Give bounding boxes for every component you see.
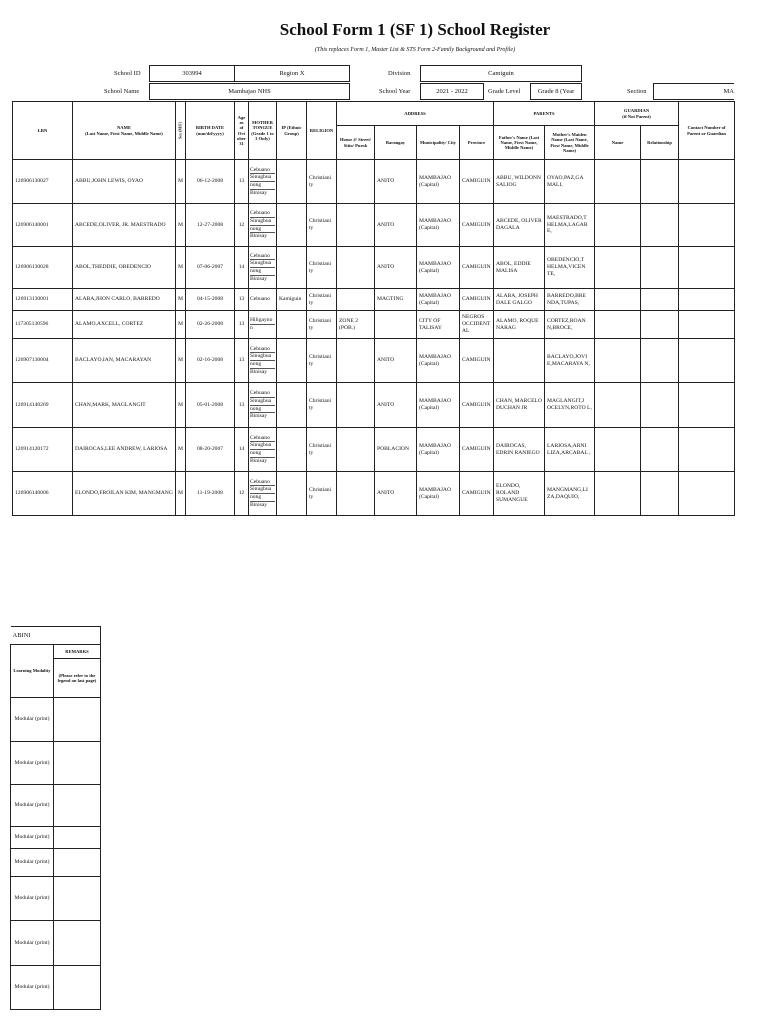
- modality-row: [11, 742, 101, 785]
- mother-tongue-line: Binisay: [250, 275, 268, 282]
- student-mother: MANGMANG,LI ZA,DAQUIO,: [545, 472, 595, 516]
- student-barangay: ANITO: [375, 204, 417, 247]
- mother-tongue-line: Sinugbua: [250, 353, 275, 361]
- remarks-value: [54, 742, 101, 785]
- col-parents: PARENTS: [494, 102, 595, 126]
- student-name: DAIROCAS,LEE ANDREW, LARIOSA: [73, 428, 176, 472]
- mother-tongue-line: Binisay: [250, 501, 268, 508]
- learning-modality-value: Modular (print): [11, 849, 54, 877]
- mother-tongue-line: Binisay: [250, 233, 268, 240]
- student-row: [13, 204, 735, 247]
- student-father: ABBU, WILDONN SALIOG: [494, 160, 545, 204]
- student-mother: OBEDENCIO,T HELMA,VICEN TE,: [545, 247, 595, 289]
- modality-row: [11, 966, 101, 1010]
- student-municipality: MAMBAJAO (Capital): [417, 204, 460, 247]
- student-barangay: [375, 311, 417, 339]
- student-municipality: MAMBAJAO (Capital): [417, 160, 460, 204]
- student-birth-date: 12-27-2008: [186, 204, 235, 247]
- student-name: ALAMO,AXCELL, CORTEZ: [73, 311, 176, 339]
- division-label: Division: [388, 70, 411, 77]
- student-relationship: [641, 289, 679, 311]
- student-name: ABCEDE,OLIVER, JR. MAESTRADO: [73, 204, 176, 247]
- student-birth-date: 06-12-2008: [186, 160, 235, 204]
- student-age: 13: [235, 160, 249, 204]
- student-birth-date: 11-19-2008: [186, 472, 235, 516]
- student-province: CAMIGUIN: [460, 339, 494, 383]
- student-age: 13: [235, 311, 249, 339]
- student-birth-date: 02-26-2008: [186, 311, 235, 339]
- student-name: ABOL,THEDDIE, OBEDENCIO: [73, 247, 176, 289]
- learning-modality-value: Modular (print): [11, 877, 54, 921]
- col-address: ADDRESS: [337, 102, 494, 126]
- student-birth-date: 08-20-2007: [186, 428, 235, 472]
- mother-tongue-line: Sinugbua: [250, 218, 275, 226]
- mother-tongue-line: Binisay: [250, 457, 268, 464]
- mother-tongue-line: Binisay: [250, 413, 268, 420]
- student-lrn: 126914120172: [13, 428, 73, 472]
- remarks-value: [54, 698, 101, 742]
- remarks-value: [54, 849, 101, 877]
- remarks-value: [54, 877, 101, 921]
- student-row: [13, 289, 735, 311]
- student-religion: Christiani ty: [307, 160, 337, 204]
- student-mother-tongue: [249, 472, 277, 516]
- student-mother-tongue: [249, 160, 277, 204]
- student-contact: [679, 383, 735, 428]
- student-name: ALABA,JHON CARLO, BARREDO: [73, 289, 176, 311]
- student-mother: LARIOSA,ARNI LIZA,ARCABAL ,: [545, 428, 595, 472]
- student-row: [13, 247, 735, 289]
- student-ip: [277, 472, 307, 516]
- student-relationship: [641, 247, 679, 289]
- mother-tongue-line: nong: [250, 226, 275, 234]
- student-father: ALAMO, ROQUE NARAG: [494, 311, 545, 339]
- student-guardian-name: [595, 428, 641, 472]
- student-province: CAMIGUIN: [460, 428, 494, 472]
- student-row: [13, 339, 735, 383]
- student-father: ABOL, EDDIE MALISA: [494, 247, 545, 289]
- grade-level-label: Grade Level: [488, 88, 521, 95]
- col-name: NAME (Last Name, First Name, Middle Name): [73, 102, 176, 160]
- mother-tongue-line: Hiligayno: [250, 317, 275, 325]
- col-relationship: Relationship: [641, 126, 679, 160]
- school-name-label: School Name: [104, 88, 140, 95]
- modality-row: [11, 877, 101, 921]
- student-lrn: 126907130004: [13, 339, 73, 383]
- col-mother-tongue: MOTHER TONGUE (Grade 1 to 3 Only): [249, 102, 277, 160]
- student-contact: [679, 204, 735, 247]
- student-barangay: MAGTING: [375, 289, 417, 311]
- col-sex: Sex (M/F): [176, 102, 186, 160]
- student-birth-date: 04-15-2008: [186, 289, 235, 311]
- student-guardian-name: [595, 383, 641, 428]
- student-father: ELONDO, ROLAND SUMANGUE: [494, 472, 545, 516]
- student-barangay: ANITO: [375, 160, 417, 204]
- student-house: [337, 289, 375, 311]
- student-mother: OYAO,PAZ,GA MALI,: [545, 160, 595, 204]
- student-house: [337, 204, 375, 247]
- student-mother-tongue: [249, 339, 277, 383]
- mother-tongue-line: Sinugbua: [250, 486, 275, 494]
- student-province: CAMIGUIN: [460, 472, 494, 516]
- student-father: DAIROCAS, EDRIN RANIEGO: [494, 428, 545, 472]
- mother-tongue-line: nong: [250, 406, 275, 414]
- student-mother-tongue: [249, 289, 277, 311]
- form-title: School Form 1 (SF 1) School Register: [279, 20, 551, 39]
- remarks-value: [54, 966, 101, 1010]
- student-age: 12: [235, 472, 249, 516]
- student-sex: M: [176, 160, 186, 204]
- mother-tongue-line: Cebuano: [250, 210, 275, 218]
- student-lrn: 126913130001: [13, 289, 73, 311]
- student-guardian-name: [595, 339, 641, 383]
- student-guardian-name: [595, 160, 641, 204]
- modality-table: [10, 626, 101, 1010]
- student-age: 14: [235, 428, 249, 472]
- student-lrn: 126906140001: [13, 204, 73, 247]
- form-subtitle: (This replaces Form 1, Master List & STS Form 2-Family Background and Profile): [314, 47, 516, 53]
- student-sex: M: [176, 383, 186, 428]
- mother-tongue-line: n: [250, 325, 253, 331]
- student-contact: [679, 311, 735, 339]
- student-name: ABBU,JOHN LEWIS, OYAO: [73, 160, 176, 204]
- student-relationship: [641, 383, 679, 428]
- student-ip: Kamiguin: [277, 289, 307, 311]
- learning-modality-value: Modular (print): [11, 966, 54, 1010]
- student-ip: [277, 383, 307, 428]
- mother-tongue-line: Binisay: [250, 368, 268, 375]
- remarks-note: (Please refer to the legend on last page): [54, 659, 101, 698]
- student-house: [337, 339, 375, 383]
- learning-modality-value: Modular (print): [11, 785, 54, 827]
- student-religion: Christiani ty: [307, 472, 337, 516]
- mother-tongue-line: Cebuano: [250, 167, 275, 175]
- learning-modality-value: Modular (print): [11, 742, 54, 785]
- student-contact: [679, 289, 735, 311]
- student-province: CAMIGUIN: [460, 383, 494, 428]
- student-religion: Christiani ty: [307, 311, 337, 339]
- student-sex: M: [176, 472, 186, 516]
- student-row: [13, 472, 735, 516]
- student-lrn: 126914140269: [13, 383, 73, 428]
- student-birth-date: 05-01-2008: [186, 383, 235, 428]
- student-row: [13, 160, 735, 204]
- student-birth-date: 07-06-2007: [186, 247, 235, 289]
- student-house: [337, 247, 375, 289]
- student-age: 14: [235, 247, 249, 289]
- student-religion: Christiani ty: [307, 339, 337, 383]
- student-mother-tongue: [249, 383, 277, 428]
- learning-modality-value: Modular (print): [11, 827, 54, 849]
- student-row: [13, 428, 735, 472]
- student-house: ZONE 2 (POB.): [337, 311, 375, 339]
- region-field: Region X: [235, 65, 350, 82]
- mother-tongue-line: Binisay: [250, 189, 268, 196]
- student-mother: CORTEZ,ROAN N,BROCE,: [545, 311, 595, 339]
- col-guardian: GUARDIAN (if Not Parent): [595, 102, 679, 126]
- student-religion: Christiani ty: [307, 204, 337, 247]
- mother-tongue-line: Cebuano: [250, 253, 275, 261]
- school-year-label: School Year: [379, 88, 411, 95]
- remarks-value: [54, 827, 101, 849]
- student-ip: [277, 247, 307, 289]
- col-age: Age as of October 31: [235, 102, 249, 160]
- student-contact: [679, 339, 735, 383]
- student-age: 13: [235, 289, 249, 311]
- student-lrn: 117305130596: [13, 311, 73, 339]
- student-relationship: [641, 428, 679, 472]
- school-id-label: School ID: [114, 70, 141, 77]
- student-sex: M: [176, 247, 186, 289]
- student-sex: M: [176, 339, 186, 383]
- student-house: [337, 160, 375, 204]
- register-table: [12, 101, 735, 516]
- student-municipality: MAMBAJAO (Capital): [417, 428, 460, 472]
- student-lrn: 126906140006: [13, 472, 73, 516]
- remarks-value: [54, 921, 101, 966]
- student-age: 13: [235, 383, 249, 428]
- col-learning-modality: Learning Modality: [11, 645, 54, 698]
- student-guardian-name: [595, 472, 641, 516]
- mother-tongue-line: Sinugbua: [250, 398, 275, 406]
- student-province: CAMIGUIN: [460, 204, 494, 247]
- student-row: [13, 383, 735, 428]
- learning-modality-value: Modular (print): [11, 698, 54, 742]
- col-religion: RELIGION: [307, 102, 337, 160]
- student-province: CAMIGUIN: [460, 160, 494, 204]
- section-label: Section: [627, 88, 647, 95]
- student-mother-tongue: [249, 204, 277, 247]
- student-father: ALABA, JOSEPH DALE GALGO: [494, 289, 545, 311]
- col-house: House #/ Street/ Sitio/ Purok: [337, 126, 375, 160]
- student-contact: [679, 428, 735, 472]
- col-municipality: Municipality/ City: [417, 126, 460, 160]
- col-ip: IP (Ethnic Group): [277, 102, 307, 160]
- student-relationship: [641, 311, 679, 339]
- student-mother-tongue: [249, 311, 277, 339]
- student-name: CHAN,MARK, MAGLANGIT: [73, 383, 176, 428]
- section-field: MA: [653, 83, 734, 100]
- student-age: 12: [235, 204, 249, 247]
- division-field: Camiguin: [420, 65, 582, 82]
- student-province: NEGROS OCCIDENTAL: [460, 311, 494, 339]
- student-birth-date: 02-16-2008: [186, 339, 235, 383]
- modality-row: [11, 698, 101, 742]
- mother-tongue-line: nong: [250, 182, 275, 190]
- student-father: CHAN, MARCELO DUCHAN JR: [494, 383, 545, 428]
- student-barangay: POBLACION: [375, 428, 417, 472]
- student-house: [337, 472, 375, 516]
- student-barangay: ANITO: [375, 247, 417, 289]
- student-lrn: 126906130028: [13, 247, 73, 289]
- student-barangay: ANITO: [375, 383, 417, 428]
- student-relationship: [641, 339, 679, 383]
- grade-level-field: Grade 8 (Year: [530, 83, 582, 100]
- student-municipality: MAMBAJAO (Capital): [417, 383, 460, 428]
- student-guardian-name: [595, 204, 641, 247]
- mother-tongue-line: Sinugbua: [250, 174, 275, 182]
- col-barangay: Barangay: [375, 126, 417, 160]
- student-municipality: MAMBAJAO (Capital): [417, 247, 460, 289]
- student-guardian-name: [595, 311, 641, 339]
- col-mother: Mother's Maiden Name (Last Name, First Name, Middle Name): [545, 126, 595, 160]
- student-guardian-name: [595, 247, 641, 289]
- student-contact: [679, 472, 735, 516]
- mother-tongue-line: Cebuano: [250, 296, 270, 303]
- student-ip: [277, 339, 307, 383]
- modality-row: [11, 921, 101, 966]
- modality-row: [11, 827, 101, 849]
- mother-tongue-line: nong: [250, 361, 275, 369]
- school-year-field: 2021 - 2022: [420, 83, 484, 100]
- part2-header-fragment: ABINI: [11, 627, 101, 645]
- learning-modality-value: Modular (print): [11, 921, 54, 966]
- student-sex: M: [176, 428, 186, 472]
- mother-tongue-line: nong: [250, 494, 275, 502]
- student-ip: [277, 428, 307, 472]
- mother-tongue-line: Sinugbua: [250, 442, 275, 450]
- student-religion: Christiani ty: [307, 383, 337, 428]
- school-name-field: Mambajao NHS: [149, 83, 350, 100]
- col-birth-date: BIRTH DATE (mm/dd/yyyy): [186, 102, 235, 160]
- mother-tongue-line: Cebuano: [250, 435, 275, 443]
- student-barangay: ANITO: [375, 472, 417, 516]
- student-ip: [277, 311, 307, 339]
- mother-tongue-line: Cebuano: [250, 346, 275, 354]
- col-remarks: REMARKS: [54, 645, 101, 659]
- student-relationship: [641, 472, 679, 516]
- student-name: ELONDO,FROILAN KIM, MANGMANG: [73, 472, 176, 516]
- mother-tongue-line: nong: [250, 268, 275, 276]
- student-age: 13: [235, 339, 249, 383]
- student-religion: Christiani ty: [307, 289, 337, 311]
- student-barangay: ANITO: [375, 339, 417, 383]
- remarks-value: [54, 785, 101, 827]
- mother-tongue-line: Cebuano: [250, 390, 275, 398]
- student-guardian-name: [595, 289, 641, 311]
- student-religion: Christiani ty: [307, 428, 337, 472]
- student-contact: [679, 247, 735, 289]
- student-lrn: 126906130027: [13, 160, 73, 204]
- student-row: [13, 311, 735, 339]
- col-lrn: LRN: [13, 102, 73, 160]
- student-contact: [679, 160, 735, 204]
- student-mother: MAESTRADO,T HELMA,LAGAR E,: [545, 204, 595, 247]
- student-relationship: [641, 160, 679, 204]
- student-name: BACLAYO,IAN, MACARAYAN: [73, 339, 176, 383]
- student-ip: [277, 204, 307, 247]
- student-father: [494, 339, 545, 383]
- mother-tongue-line: Cebuano: [250, 479, 275, 487]
- student-municipality: CITY OF TALISAY: [417, 311, 460, 339]
- student-mother: MAGLANGIT,J OCELYN,ROTO L,: [545, 383, 595, 428]
- col-father: Father's Name (Last Name, First Name, Middle Name): [494, 126, 545, 160]
- student-province: CAMIGUIN: [460, 289, 494, 311]
- modality-row: [11, 849, 101, 877]
- col-province: Province: [460, 126, 494, 160]
- col-contact: Contact Number of Parent or Guardian: [679, 102, 735, 160]
- col-guardian-name: Name: [595, 126, 641, 160]
- student-sex: M: [176, 289, 186, 311]
- student-relationship: [641, 204, 679, 247]
- school-id-field: 303994: [149, 65, 235, 82]
- student-municipality: MAMBAJAO (Capital): [417, 472, 460, 516]
- student-ip: [277, 160, 307, 204]
- student-sex: M: [176, 311, 186, 339]
- student-mother-tongue: [249, 247, 277, 289]
- student-religion: Christiani ty: [307, 247, 337, 289]
- student-house: [337, 383, 375, 428]
- student-province: CAMIGUIN: [460, 247, 494, 289]
- student-municipality: MAMBAJAO (Capital): [417, 289, 460, 311]
- modality-row: [11, 785, 101, 827]
- student-sex: M: [176, 204, 186, 247]
- student-house: [337, 428, 375, 472]
- mother-tongue-line: nong: [250, 450, 275, 458]
- student-mother-tongue: [249, 428, 277, 472]
- student-mother: BARREDO,BRE NDA,TUPAS,: [545, 289, 595, 311]
- student-municipality: MAMBAJAO (Capital): [417, 339, 460, 383]
- student-father: ABCEDE, OLIVER DAGALA: [494, 204, 545, 247]
- student-mother: BACLAYO,JOVI E,MACARAYA N,: [545, 339, 595, 383]
- mother-tongue-line: Sinugbua: [250, 260, 275, 268]
